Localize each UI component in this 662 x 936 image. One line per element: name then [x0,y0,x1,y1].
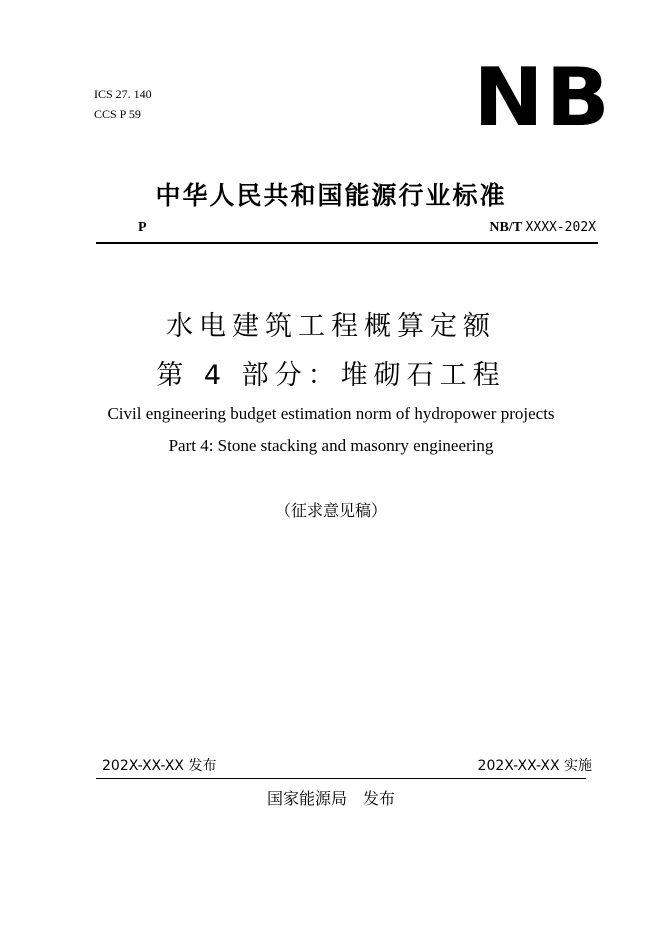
ccs-code: CCS P 59 [94,107,141,121]
header-rule [96,242,598,244]
draft-label: （征求意见稿） [274,501,387,520]
title-cn-line1: 水电建筑工程概算定额 [166,311,496,342]
issuing-authority: 国家能源局 发布 [266,789,395,808]
standard-category-title: 中华人民共和国能源行业标准 [155,181,507,210]
nb-logo: NB [473,51,612,144]
implementation-date: 202X-XX-XX 实施 [477,758,592,774]
title-en-line1: Civil engineering budget estimation norm of hydropower projects [107,404,555,423]
ics-codes [94,84,152,124]
classification-letter: P [138,220,147,235]
standard-code [489,220,596,236]
standard-code-number: XXXX-202X [525,220,596,235]
ics-code: ICS 27. 140 [94,87,152,101]
title-cn-line2: 第 4 部分：堆砌石工程 [156,360,506,391]
issue-date: 202X-XX-XX 发布 [102,758,217,774]
title-en-line2: Part 4: Stone stacking and masonry engineering [168,436,494,455]
standard-code-prefix: NB/T [489,220,523,235]
footer-rule [96,778,586,779]
